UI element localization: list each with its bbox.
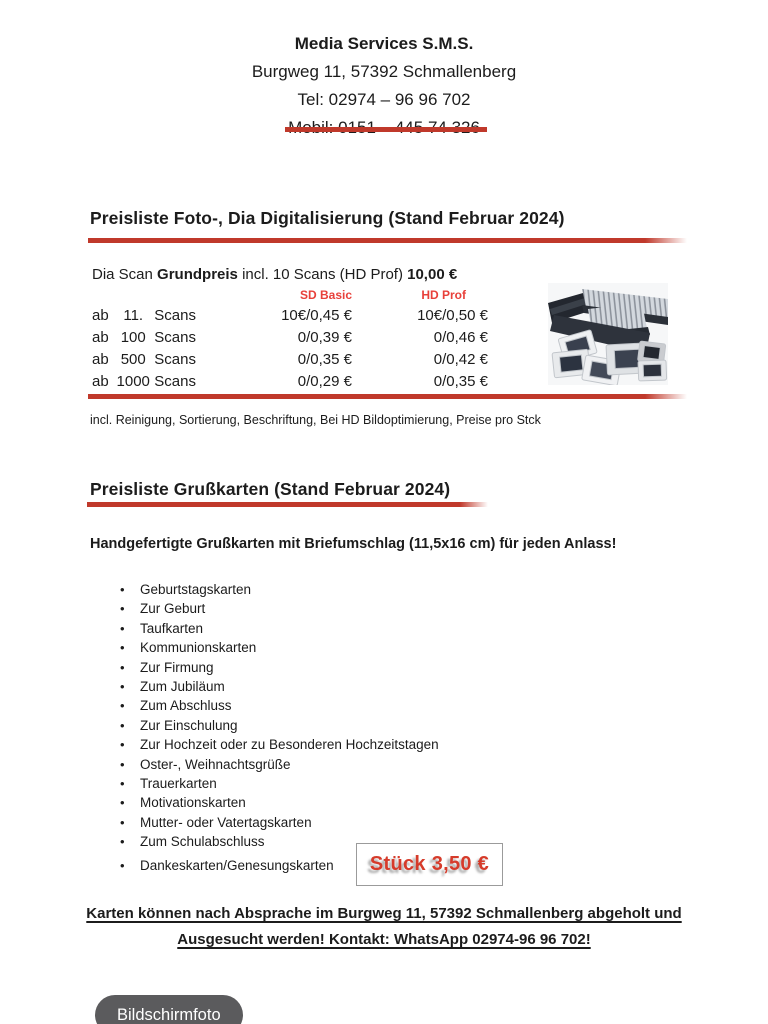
bullet-icon: • — [120, 737, 125, 753]
red-rule-top — [88, 238, 687, 243]
list-item — [120, 757, 439, 776]
dia-slides-photo-svg — [548, 283, 668, 385]
hd-prof-price: 0/0,42 € — [433, 351, 488, 368]
sd-basic-price: 10€/0,45 € — [281, 307, 352, 324]
list-item — [120, 815, 439, 834]
list-item-label: Mutter- oder Vatertagskarten — [140, 814, 312, 830]
row-qty: 1000 — [116, 373, 150, 390]
table-row — [92, 349, 492, 371]
screenshot-button[interactable]: Bildschirmfoto — [95, 995, 243, 1024]
row-qty: 11. — [123, 307, 144, 324]
dia-slides-photo — [548, 283, 668, 385]
row-qty: 100 — [120, 329, 146, 346]
pickup-note-line2: Ausgesucht werden! Kontakt: WhatsApp 02974-96 96 702! — [177, 931, 591, 948]
list-item-label: Zur Einschulung — [140, 717, 238, 733]
list-item-label: Zur Firmung — [140, 659, 214, 675]
scan-price-table — [92, 288, 492, 393]
intro-price: 10,00 € — [407, 266, 458, 283]
list-item-label: Dankeskarten/Genesungskarten — [140, 858, 334, 874]
scan-section-title: Preisliste Foto-, Dia Digitalisierung (Stand Februar 2024) — [90, 208, 565, 228]
list-item-label: Motivationskarten — [140, 795, 246, 811]
table-header-sd-basic: SD Basic — [299, 288, 352, 302]
list-item — [120, 601, 439, 620]
list-item — [120, 718, 439, 737]
table-row — [92, 371, 492, 393]
list-item-label: Zur Hochzeit oder zu Besonderen Hochzeitstagen — [140, 737, 439, 753]
bullet-icon: • — [120, 717, 125, 733]
company-header — [0, 30, 768, 142]
bullet-icon: • — [120, 582, 125, 597]
piece-price-label: Stück 3,50 € — [369, 853, 490, 875]
row-prefix: ab — [92, 307, 109, 324]
bullet-icon: • — [120, 698, 125, 714]
list-item — [120, 776, 439, 795]
company-address: Burgweg 11, 57392 Schmallenberg — [251, 62, 517, 81]
list-item-label: Zum Jubiläum — [140, 678, 225, 694]
list-item — [120, 621, 439, 640]
list-item — [120, 737, 439, 756]
bullet-icon: • — [120, 814, 125, 830]
row-unit: Scans — [154, 329, 196, 346]
bullet-icon: • — [120, 834, 125, 850]
bullet-icon: • — [120, 795, 125, 811]
red-underline-header — [285, 127, 487, 132]
table-row — [92, 305, 492, 327]
list-item-label: Oster-, Weihnachtsgrüße — [140, 756, 291, 772]
company-name: Media Services S.M.S. — [294, 34, 474, 53]
bullet-icon: • — [120, 858, 125, 874]
row-unit: Scans — [154, 351, 196, 368]
bullet-icon: • — [120, 640, 125, 656]
list-item-label: Zum Schulabschluss — [140, 834, 265, 850]
pickup-note — [0, 901, 768, 953]
row-prefix: ab — [92, 373, 109, 390]
company-tel: Tel: 02974 – 96 96 702 — [297, 90, 471, 109]
row-unit: Scans — [154, 307, 196, 324]
intro-grundpreis: Grundpreis — [157, 266, 238, 283]
intro-pre: Dia Scan — [92, 266, 158, 283]
table-row — [92, 327, 492, 349]
bullet-icon: • — [120, 659, 125, 675]
cards-subtitle: Handgefertigte Grußkarten mit Briefumschlag (11,5x16 cm) für jeden Anlass! — [90, 536, 617, 552]
row-prefix: ab — [92, 329, 109, 346]
red-rule-table-bottom — [88, 394, 687, 399]
list-item-label: Geburtstagskarten — [140, 582, 252, 597]
list-item — [120, 679, 439, 698]
row-unit: Scans — [154, 373, 196, 390]
bullet-icon: • — [120, 678, 125, 694]
pickup-note-line1: Karten können nach Absprache im Burgweg 11, 57392 Schmallenberg abgeholt und — [86, 905, 682, 922]
table-header-empty — [92, 288, 196, 305]
card-types-list — [120, 582, 439, 878]
list-item — [120, 698, 439, 717]
row-prefix: ab — [92, 351, 109, 368]
scan-footnote: incl. Reinigung, Sortierung, Beschriftung, Bei HD Bildoptimierung, Preise pro Stck — [90, 413, 541, 427]
hd-prof-price: 0/0,35 € — [433, 373, 488, 390]
cards-section-title: Preisliste Grußkarten (Stand Februar 2024) — [90, 479, 451, 499]
table-header-hd-prof: HD Prof — [421, 288, 466, 302]
list-item-label: Taufkarten — [140, 620, 204, 636]
bullet-icon: • — [120, 601, 125, 617]
piece-price-box — [356, 843, 503, 886]
bullet-icon: • — [120, 756, 125, 772]
list-item — [120, 660, 439, 679]
hd-prof-price: 0/0,46 € — [433, 329, 488, 346]
list-item — [120, 640, 439, 659]
hd-prof-price: 10€/0,50 € — [417, 307, 488, 324]
red-rule-cards-title — [87, 502, 488, 507]
bullet-icon: • — [120, 775, 125, 791]
list-item-label: Zur Geburt — [140, 601, 206, 617]
list-item-label: Zum Abschluss — [140, 698, 232, 714]
bullet-icon: • — [120, 620, 125, 636]
list-item-label: Kommunionskarten — [140, 640, 257, 656]
list-item-label: Trauerkarten — [140, 775, 217, 791]
sd-basic-price: 0/0,29 € — [297, 373, 352, 390]
sd-basic-price: 0/0,35 € — [297, 351, 352, 368]
list-item — [120, 582, 439, 601]
list-item — [120, 795, 439, 814]
sd-basic-price: 0/0,39 € — [297, 329, 352, 346]
scan-base-price-line — [92, 266, 457, 283]
row-qty: 500 — [120, 351, 146, 368]
table-header-row — [92, 288, 492, 305]
intro-mid: incl. 10 Scans (HD Prof) — [237, 266, 408, 283]
